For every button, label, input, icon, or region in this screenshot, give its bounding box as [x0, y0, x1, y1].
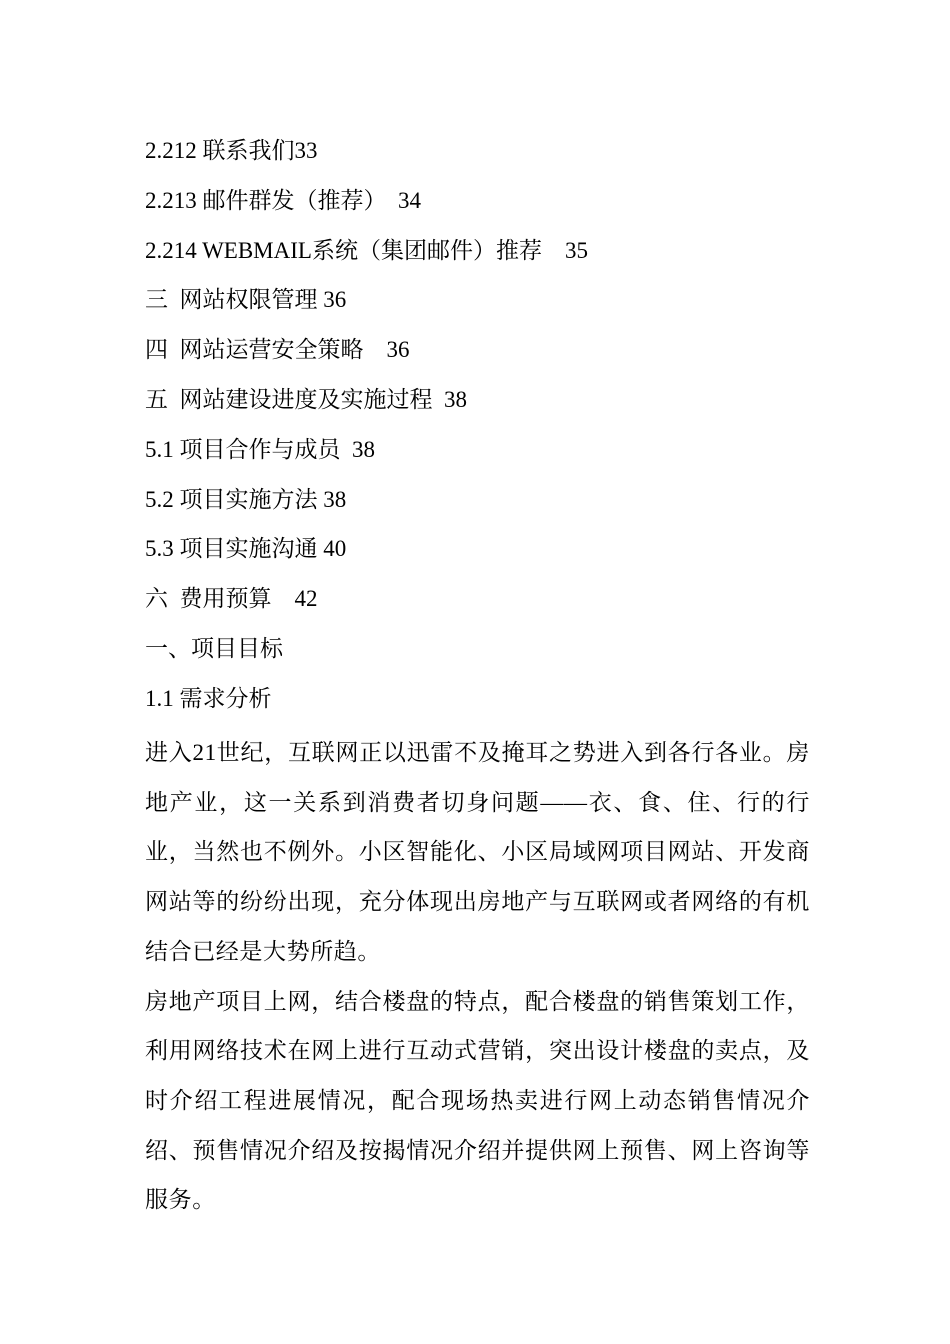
toc-entry-section-6: 六 费用预算 42: [145, 586, 318, 612]
toc-entry-2-212: 2.212 联系我们33: [145, 138, 318, 163]
toc-entry-5-3: 5.3 项目实施沟通 40: [145, 536, 347, 562]
toc-entry-5-1: 5.1 项目合作与成员 38: [145, 436, 375, 462]
subsection-heading-1-1: 1.1 需求分析: [145, 685, 272, 711]
toc-entry-2-214: 2.214 WEBMAIL系统（集团邮件）推荐 35: [145, 237, 588, 263]
toc-entry-section-4: 四 网站运营安全策略 36: [145, 337, 410, 363]
toc-entry-2-213: 2.213 邮件群发（推荐） 34: [145, 187, 421, 213]
toc-entry-section-3: 三 网站权限管理 36: [145, 287, 347, 313]
toc-entry-section-5: 五 网站建设进度及实施过程 38: [145, 386, 467, 412]
section-heading-1: 一、项目目标: [145, 635, 283, 661]
paragraph-intro: 进入21世纪，互联网正以迅雷不及掩耳之势进入到各行各业。房地产业，这一关系到消费者切身问题——衣、食、住、行的行业，当然也不例外。小区智能化、小区局域网项目网站、开发商网站等的纷纷出现，充分体现出房地产与互联网或者网络的有机结合已经是大势所趋。: [145, 740, 810, 964]
paragraph-project-online: 房地产项目上网，结合楼盘的特点，配合楼盘的销售策划工作，利用网络技术在网上进行互动式营销，突出设计楼盘的卖点，及时介绍工程进展情况，配合现场热卖进行网上动态销售情况介绍、预售情况介绍及按揭情况介绍并提供网上预售、网上咨询等服务。: [145, 988, 810, 1213]
body-text: [145, 728, 810, 1225]
toc-entry-5-2: 5.2 项目实施方法 38: [145, 486, 347, 512]
table-of-contents: [145, 129, 825, 727]
